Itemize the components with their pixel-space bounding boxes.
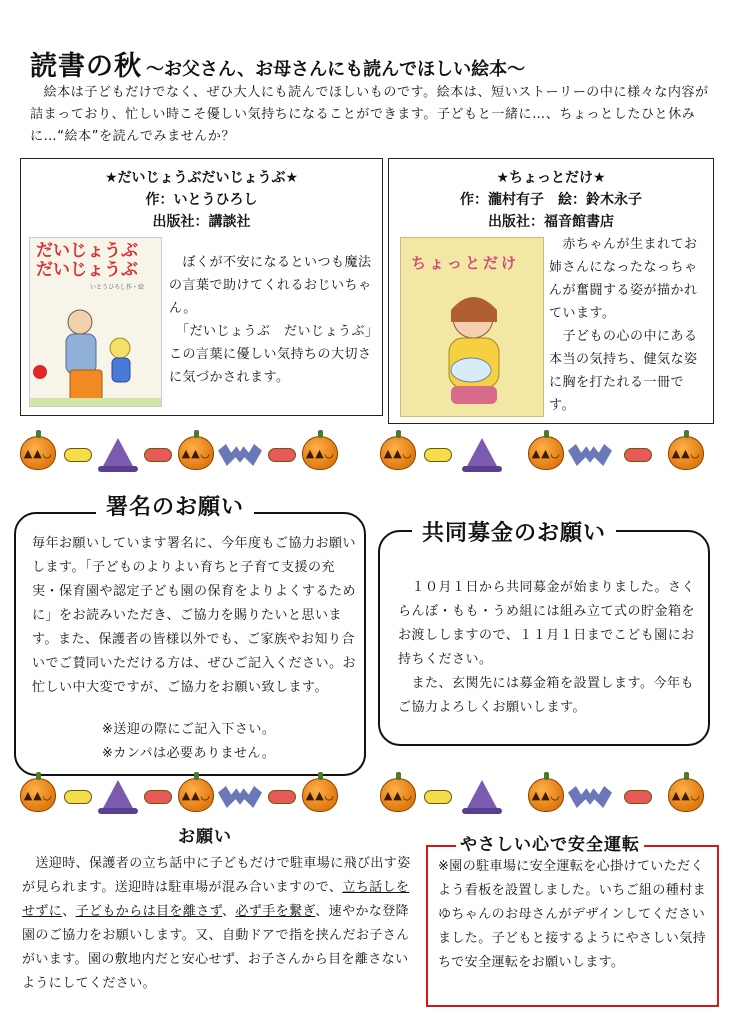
request-emphasis-1: 立ち話しをせずに xyxy=(22,880,410,919)
witch-hat-icon xyxy=(466,438,498,468)
pumpkin-icon: ▲▲◡ xyxy=(528,778,564,812)
fund-body xyxy=(398,576,698,720)
candy-icon xyxy=(624,448,652,462)
intro-text: 絵本は子どもだけでなく、ぜひ大人にも読んでほしいものです。絵本は、短いストーリーの中に様々な内容が詰まっており、忙しい時こそ優しい気持ちになることができます。子どもと一緒に…、ちょっとしたひと休みに…“絵本”を読んでみませんか？ xyxy=(30,85,709,144)
request-text-3: 、 xyxy=(221,904,236,919)
witch-hat-icon xyxy=(466,780,498,810)
book-1-cover-author: いとうひろし作・絵 xyxy=(90,284,145,291)
book-2-desc-1: 赤ちゃんが生まれてお姉さんになったなっちゃんが奮闘する姿が描かれています。 xyxy=(549,237,698,321)
signature-note-2: ※カンパは必要ありません。 xyxy=(102,746,276,761)
candy-icon xyxy=(424,790,452,804)
halloween-border-top xyxy=(20,432,720,476)
book-1-desc-1: ぼくが不安になるといつも魔法の言葉で助けてくれるおじいちゃん。 xyxy=(169,255,372,316)
book-2-cover-title: ちょっとだけ xyxy=(411,254,520,272)
pumpkin-icon: ▲▲◡ xyxy=(178,778,214,812)
candy-icon xyxy=(624,790,652,804)
book-1-title: ★だいじょうぶだいじょうぶ★ xyxy=(104,170,299,186)
book-2-author: 作：瀧村有子 絵：鈴木永子 xyxy=(460,192,642,208)
candy-icon xyxy=(424,448,452,462)
candy-icon xyxy=(268,790,296,804)
request-text-4: 、速やかな登降園のご協力をお願いします。又、自動ドアで指を挟んだお子さんがいます。園の敷地内だと安心せず、お子さんから目を離さないようにしてください。 xyxy=(22,904,410,991)
title-main: 読書の秋 xyxy=(30,51,142,82)
book-card-1 xyxy=(20,158,383,416)
book-2-cover-illustration xyxy=(401,278,544,417)
request-text-2: 、 xyxy=(62,904,76,919)
fund-section xyxy=(378,521,710,746)
book-2-publisher: 出版社：福音館書店 xyxy=(488,214,614,230)
book-2-header xyxy=(389,167,713,233)
request-emphasis-2: 子どもからは目を離さず xyxy=(75,904,222,919)
book-2-desc-2: 子どもの心の中にある本当の気持ち、健気な姿に胸を打たれる一冊です。 xyxy=(549,329,698,413)
pumpkin-icon: ▲▲◡ xyxy=(528,436,564,470)
book-2-title: ★ちょっとだけ★ xyxy=(496,170,606,186)
book-card-2 xyxy=(388,158,714,424)
request-emphasis-3: 必ず手を繋ぎ xyxy=(235,904,316,919)
candy-icon xyxy=(64,790,92,804)
candy-icon xyxy=(144,790,172,804)
candy-icon xyxy=(64,448,92,462)
book-1-header xyxy=(21,167,382,233)
fund-title: 共同募金のお願い xyxy=(412,516,616,547)
candy-icon xyxy=(268,448,296,462)
book-2-cover xyxy=(400,237,544,417)
signature-body: 毎年お願いしています署名に、今年度もご協力お願いします。「子どものよりよい育ちと子育て支援の充実・保育園や認定子ども園の保育をよりよくするために」をお読みいただき、ご協力を賜りたいと思います。また、保護者の皆様以外でも、ご家族やお知り合いでご賛同いただける方は、ぜひご記入ください。お忙しい中大変ですが、ご協力をお願い致します。 xyxy=(32,536,357,695)
fund-body-1: １０月１日から共同募金が始まりました。さくらんぼ・もも・うめ組には組み立て式の貯金箱をお渡ししますので、１１月１日までこども園にお持ちください。 xyxy=(398,580,696,667)
pumpkin-icon: ▲▲◡ xyxy=(668,778,704,812)
book-1-cover-illustration xyxy=(30,288,162,407)
witch-hat-icon xyxy=(102,438,134,468)
pumpkin-icon: ▲▲◡ xyxy=(668,436,704,470)
pumpkin-icon: ▲▲◡ xyxy=(380,436,416,470)
safety-body: ※園の駐車場に安全運転を心掛けていただくよう看板を設置しました。いちご組の種村まゆちゃんのお母さんがデザインしてくださいました。子どもと接するようにやさしい気持ちで安全運転をお願いします。 xyxy=(438,859,707,970)
bat-icon xyxy=(568,786,612,808)
halloween-border-bottom xyxy=(20,774,720,818)
witch-hat-icon xyxy=(102,780,134,810)
book-1-cover xyxy=(29,237,162,407)
signature-section xyxy=(14,495,366,776)
pumpkin-icon: ▲▲◡ xyxy=(380,778,416,812)
safety-section xyxy=(426,845,719,1007)
pumpkin-icon: ▲▲◡ xyxy=(302,778,338,812)
candy-icon xyxy=(144,448,172,462)
bat-icon xyxy=(568,444,612,466)
pumpkin-icon: ▲▲◡ xyxy=(178,436,214,470)
pumpkin-icon: ▲▲◡ xyxy=(302,436,338,470)
request-body xyxy=(22,852,412,996)
fund-body-2: また、玄関先には募金箱を設置します。今年もご協力よろしくお願いします。 xyxy=(398,676,694,715)
title-subtitle: ～お父さん、お母さんにも読んでほしい絵本～ xyxy=(146,59,526,80)
book-1-desc-2: 「だいじょうぶ だいじょうぶ」この言葉に優しい気持ちの大切さに気づかされます。 xyxy=(169,324,379,385)
book-1-publisher: 出版社：講談社 xyxy=(152,214,251,230)
pumpkin-icon: ▲▲◡ xyxy=(20,778,56,812)
safety-title: やさしい心で安全運転 xyxy=(456,830,644,855)
book-2-desc xyxy=(549,233,709,417)
page-title xyxy=(30,44,710,83)
bat-icon xyxy=(218,786,262,808)
book-1-author: 作：いとうひろし xyxy=(145,192,258,208)
signature-note-1: ※送迎の際にご記入下さい。 xyxy=(102,722,276,737)
request-title: お願い xyxy=(178,827,232,847)
request-text-1: 送迎時、保護者の立ち話中に子どもだけで駐車場に飛び出す姿が見られます。送迎時は駐車場が混み合いますので、 xyxy=(22,856,411,895)
pumpkin-icon: ▲▲◡ xyxy=(20,436,56,470)
bat-icon xyxy=(218,444,262,466)
book-1-cover-title: だいじょうぶ だいじょうぶ xyxy=(36,241,138,280)
book-1-desc xyxy=(169,251,379,389)
signature-title: 署名のお願い xyxy=(96,490,254,521)
